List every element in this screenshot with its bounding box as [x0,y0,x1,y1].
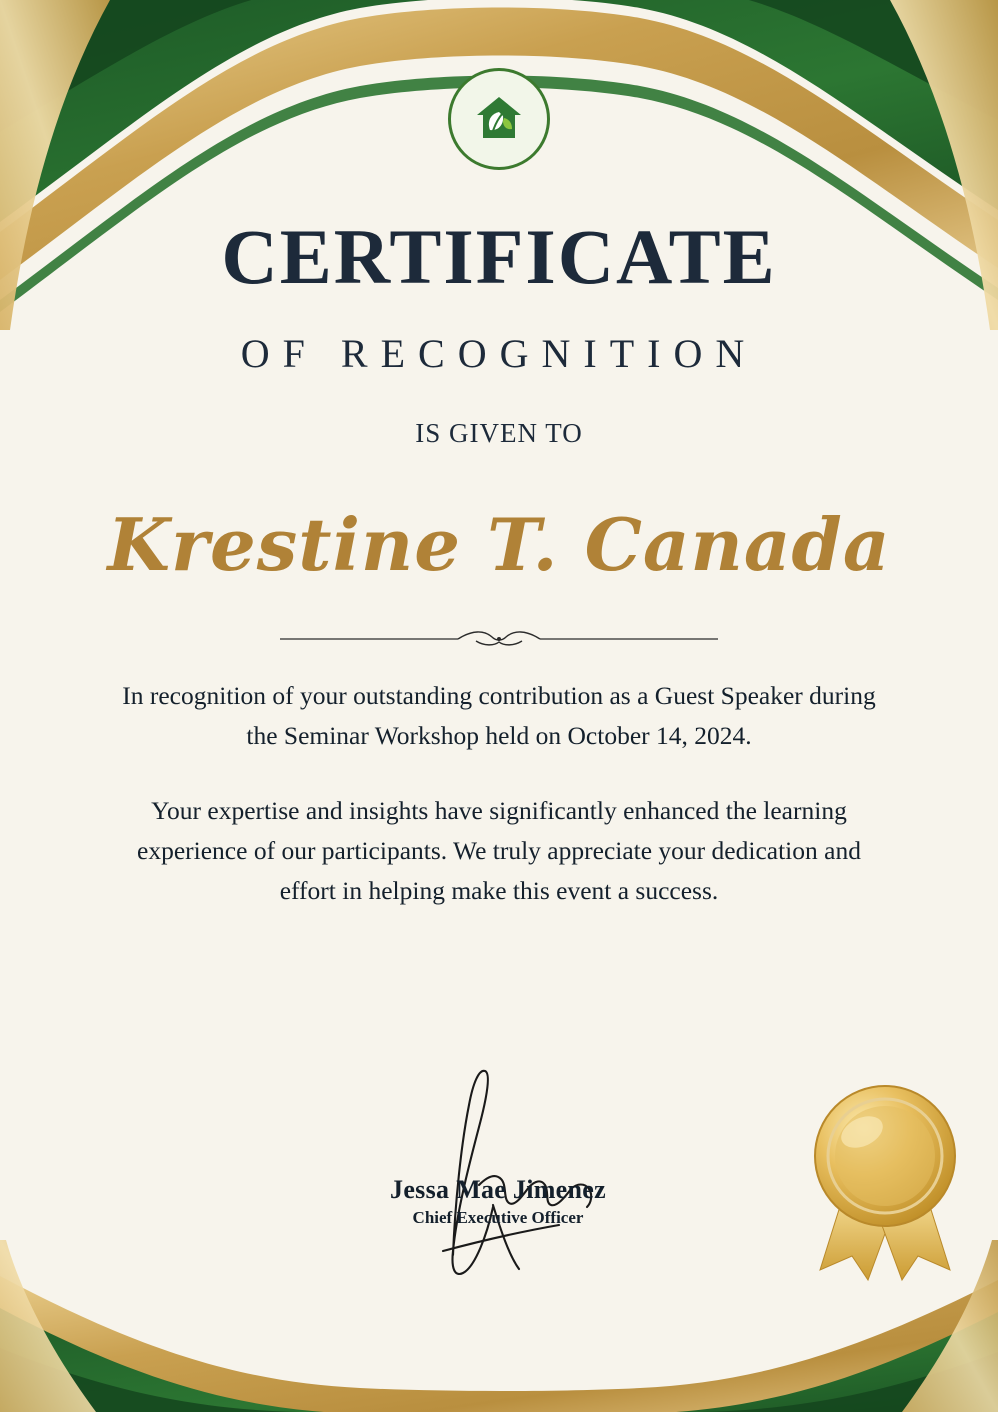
eco-house-leaf-icon [468,88,530,150]
recipient-name: Krestine T. Canada [107,502,891,587]
signatory-role: Chief Executive Officer [412,1208,584,1227]
ornament-divider [280,628,718,650]
body-paragraph-2: Your expertise and insights have significantly enhanced the learning experience of our participants. We truly appreciate your dedication and effort in helping make this event a success. [137,795,861,906]
organization-emblem [448,68,550,170]
page-subtitle: OF RECOGNITION [240,331,758,376]
certificate-body [119,676,879,911]
gold-award-seal-icon [790,1080,980,1285]
signatory-name: Jessa Mae Jimenez [390,1175,606,1204]
body-paragraph-1: In recognition of your outstanding contribution as a Guest Speaker during the Seminar Workshop held on October 14, 2024. [122,681,876,751]
handwritten-signature-icon [383,1055,623,1285]
given-to-label: IS GIVEN TO [415,418,583,448]
page-title: CERTIFICATE [221,213,777,300]
